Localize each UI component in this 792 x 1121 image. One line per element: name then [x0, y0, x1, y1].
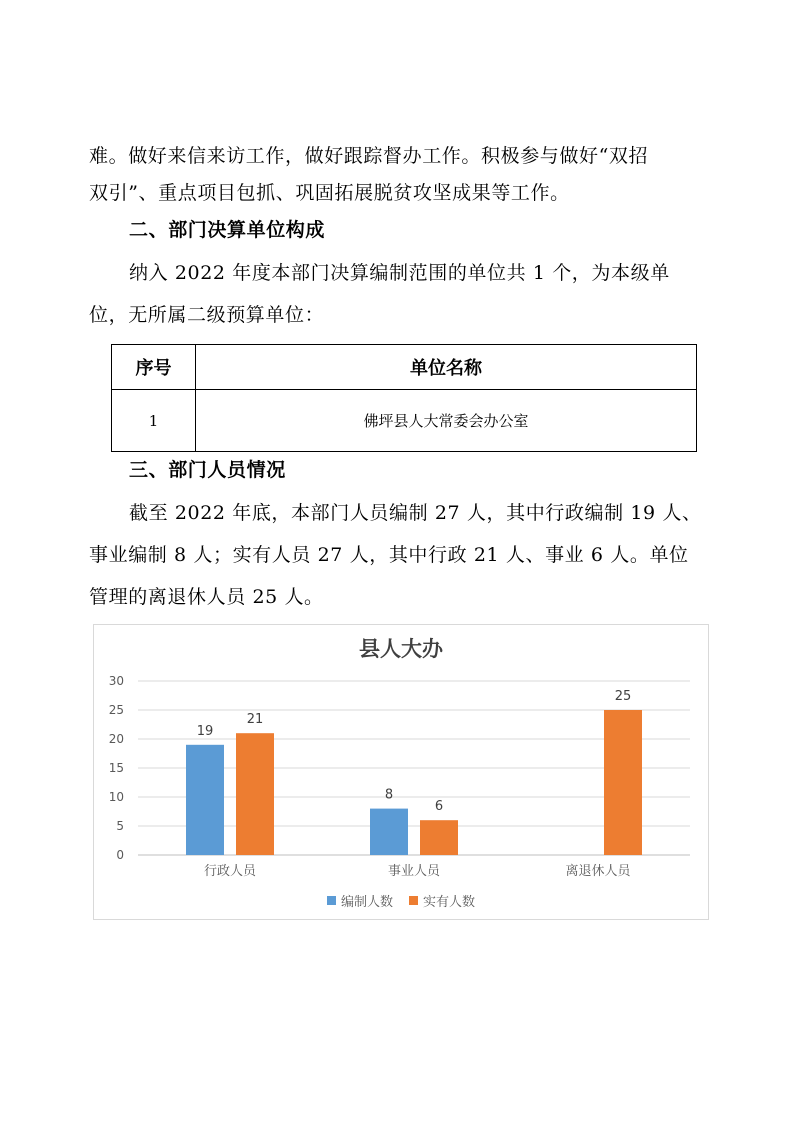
x-tick-label: 事业人员 [387, 864, 441, 879]
bar [420, 820, 458, 855]
legend-label: 编制人数 [340, 895, 393, 910]
bar [370, 809, 408, 855]
y-tick-label: 10 [108, 790, 124, 804]
y-tick-label: 15 [108, 761, 124, 775]
bar [186, 745, 224, 855]
chart-title: 县人大办 [359, 637, 443, 661]
table-cell: 佛坪县人大常委会办公室 [196, 390, 697, 452]
legend-item [327, 891, 393, 910]
table-header-cell: 单位名称 [196, 345, 697, 390]
bar [604, 710, 642, 855]
table-header-cell: 序号 [112, 345, 196, 390]
y-tick-label: 20 [108, 732, 124, 746]
chart-plot [94, 625, 710, 921]
paragraph-line: 管理的离退休人员 25 人。 [89, 586, 324, 608]
y-tick-label: 0 [116, 848, 124, 862]
bar [236, 733, 274, 855]
table-row [112, 390, 697, 452]
x-tick-label: 离退休人员 [565, 864, 631, 879]
y-tick-label: 5 [116, 819, 124, 833]
paragraph-line: 双引”、重点项目包抓、巩固拓展脱贫攻坚成果等工作。 [89, 182, 570, 204]
x-tick-label: 行政人员 [203, 864, 257, 879]
unit-table [111, 344, 697, 452]
paragraph-line: 事业编制 8 人；实有人员 27 人，其中行政 21 人、事业 6 人。单位 [89, 544, 689, 566]
legend-label: 实有人数 [423, 895, 476, 910]
section-heading-2: 二、部门决算单位构成 [129, 219, 326, 241]
staff-chart [93, 624, 709, 920]
section-heading-3: 三、部门人员情况 [129, 459, 286, 481]
data-label: 19 [196, 723, 214, 739]
paragraph-line: 位，无所属二级预算单位： [89, 304, 325, 326]
data-label: 25 [614, 689, 632, 704]
data-label: 6 [434, 799, 444, 815]
legend-swatch [409, 896, 418, 905]
chart-legend [94, 891, 708, 910]
legend-swatch [327, 896, 336, 905]
paragraph-line: 截至 2022 年底，本部门人员编制 27 人，其中行政编制 19 人、 [129, 502, 702, 524]
data-label: 8 [384, 787, 394, 803]
table-header-row [112, 345, 697, 390]
data-label: 21 [246, 712, 264, 728]
table-cell: 1 [112, 390, 196, 452]
paragraph-line: 难。做好来信来访工作，做好跟踪督办工作。积极参与做好“双招 [89, 145, 649, 167]
y-tick-label: 25 [108, 703, 124, 717]
y-tick-label: 30 [108, 674, 124, 688]
paragraph-line: 纳入 2022 年度本部门决算编制范围的单位共 1 个，为本级单 [129, 262, 670, 284]
legend-item [409, 891, 475, 910]
